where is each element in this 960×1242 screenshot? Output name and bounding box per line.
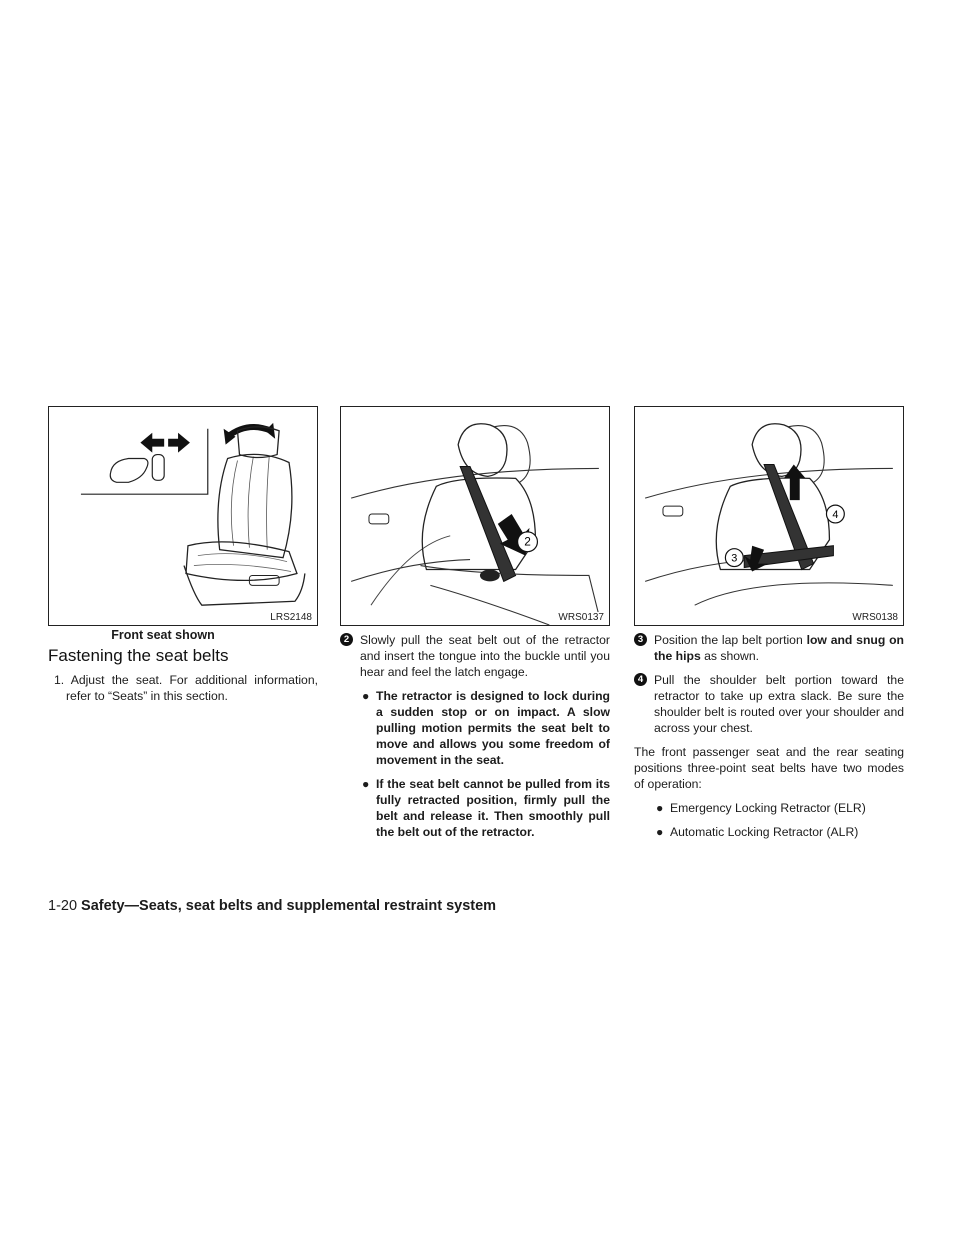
bullet-text: If the seat belt cannot be pulled from its fully retracted position, firmly pull the belt and release it. Then smoothly pull the belt out of the retractor. xyxy=(376,777,610,839)
figure-lap-belt xyxy=(634,406,904,626)
step-1-number: 1. xyxy=(54,673,65,687)
modes-paragraph: The front passenger seat and the rear seating positions three-point seat belts have two modes of operation: xyxy=(634,745,904,791)
step-3-text-b: as shown. xyxy=(700,649,759,663)
page-number: 1-20 xyxy=(48,898,78,914)
step-3-text-a: Position the lap belt portion xyxy=(654,633,807,647)
figure-code: WRS0137 xyxy=(558,612,604,623)
step-4-text: Pull the shoulder belt portion toward the retractor to take up extra slack. Be sure the shoulder belt is routed over your shoulder and across your chest. xyxy=(654,673,904,735)
step-2-number: 2 xyxy=(340,633,353,646)
callout-3: 3 xyxy=(731,552,738,565)
step-4 xyxy=(634,672,904,736)
belt-insert-illustration xyxy=(341,407,609,625)
callout-2: 2 xyxy=(524,534,531,549)
step-4-number: 4 xyxy=(634,673,647,686)
page-footer xyxy=(48,898,496,914)
column-3 xyxy=(634,406,904,848)
seat-adjust-illustration xyxy=(49,407,317,625)
mode-elr xyxy=(634,800,904,816)
step-1 xyxy=(48,672,318,704)
belt-position-illustration xyxy=(635,407,903,625)
figure-code: WRS0138 xyxy=(852,612,898,623)
mode-alr xyxy=(634,824,904,840)
section-title: Fastening the seat belts xyxy=(48,646,229,665)
step-1-text: Adjust the seat. For additional information, refer to “Seats” in this section. xyxy=(66,673,318,703)
bullet-retractor-lock xyxy=(340,688,610,768)
step-3-text-bold: low and snug on the hips xyxy=(654,633,904,663)
column-2 xyxy=(340,406,610,848)
step-2-text: Slowly pull the seat belt out of the retractor and insert the tongue into the buckle until you hear and feel the latch engage. xyxy=(360,633,610,679)
mode-text: Emergency Locking Retractor (ELR) xyxy=(670,801,866,815)
bullet-icon: ● xyxy=(656,825,664,839)
column-1 xyxy=(48,406,318,712)
step-3 xyxy=(634,632,904,664)
bullet-icon: ● xyxy=(362,777,370,791)
mode-text: Automatic Locking Retractor (ALR) xyxy=(670,825,859,839)
bullet-text: The retractor is designed to lock during a sudden stop or on impact. A slow pulling motion permits the seat belt to move and allows you some freedom of movement in the seat. xyxy=(376,689,610,767)
step-2 xyxy=(340,632,610,680)
figure-front-seat xyxy=(48,406,318,626)
bullet-icon: ● xyxy=(362,689,370,703)
figure-insert-tongue xyxy=(340,406,610,626)
footer-title: Safety—Seats, seat belts and supplemental restraint system xyxy=(81,898,497,914)
figure-caption: Front seat shown xyxy=(111,628,215,642)
callout-4: 4 xyxy=(832,508,839,521)
bullet-icon: ● xyxy=(656,801,664,815)
step-3-number: 3 xyxy=(634,633,647,646)
figure-code: LRS2148 xyxy=(270,612,312,623)
bullet-retracted-position xyxy=(340,776,610,840)
